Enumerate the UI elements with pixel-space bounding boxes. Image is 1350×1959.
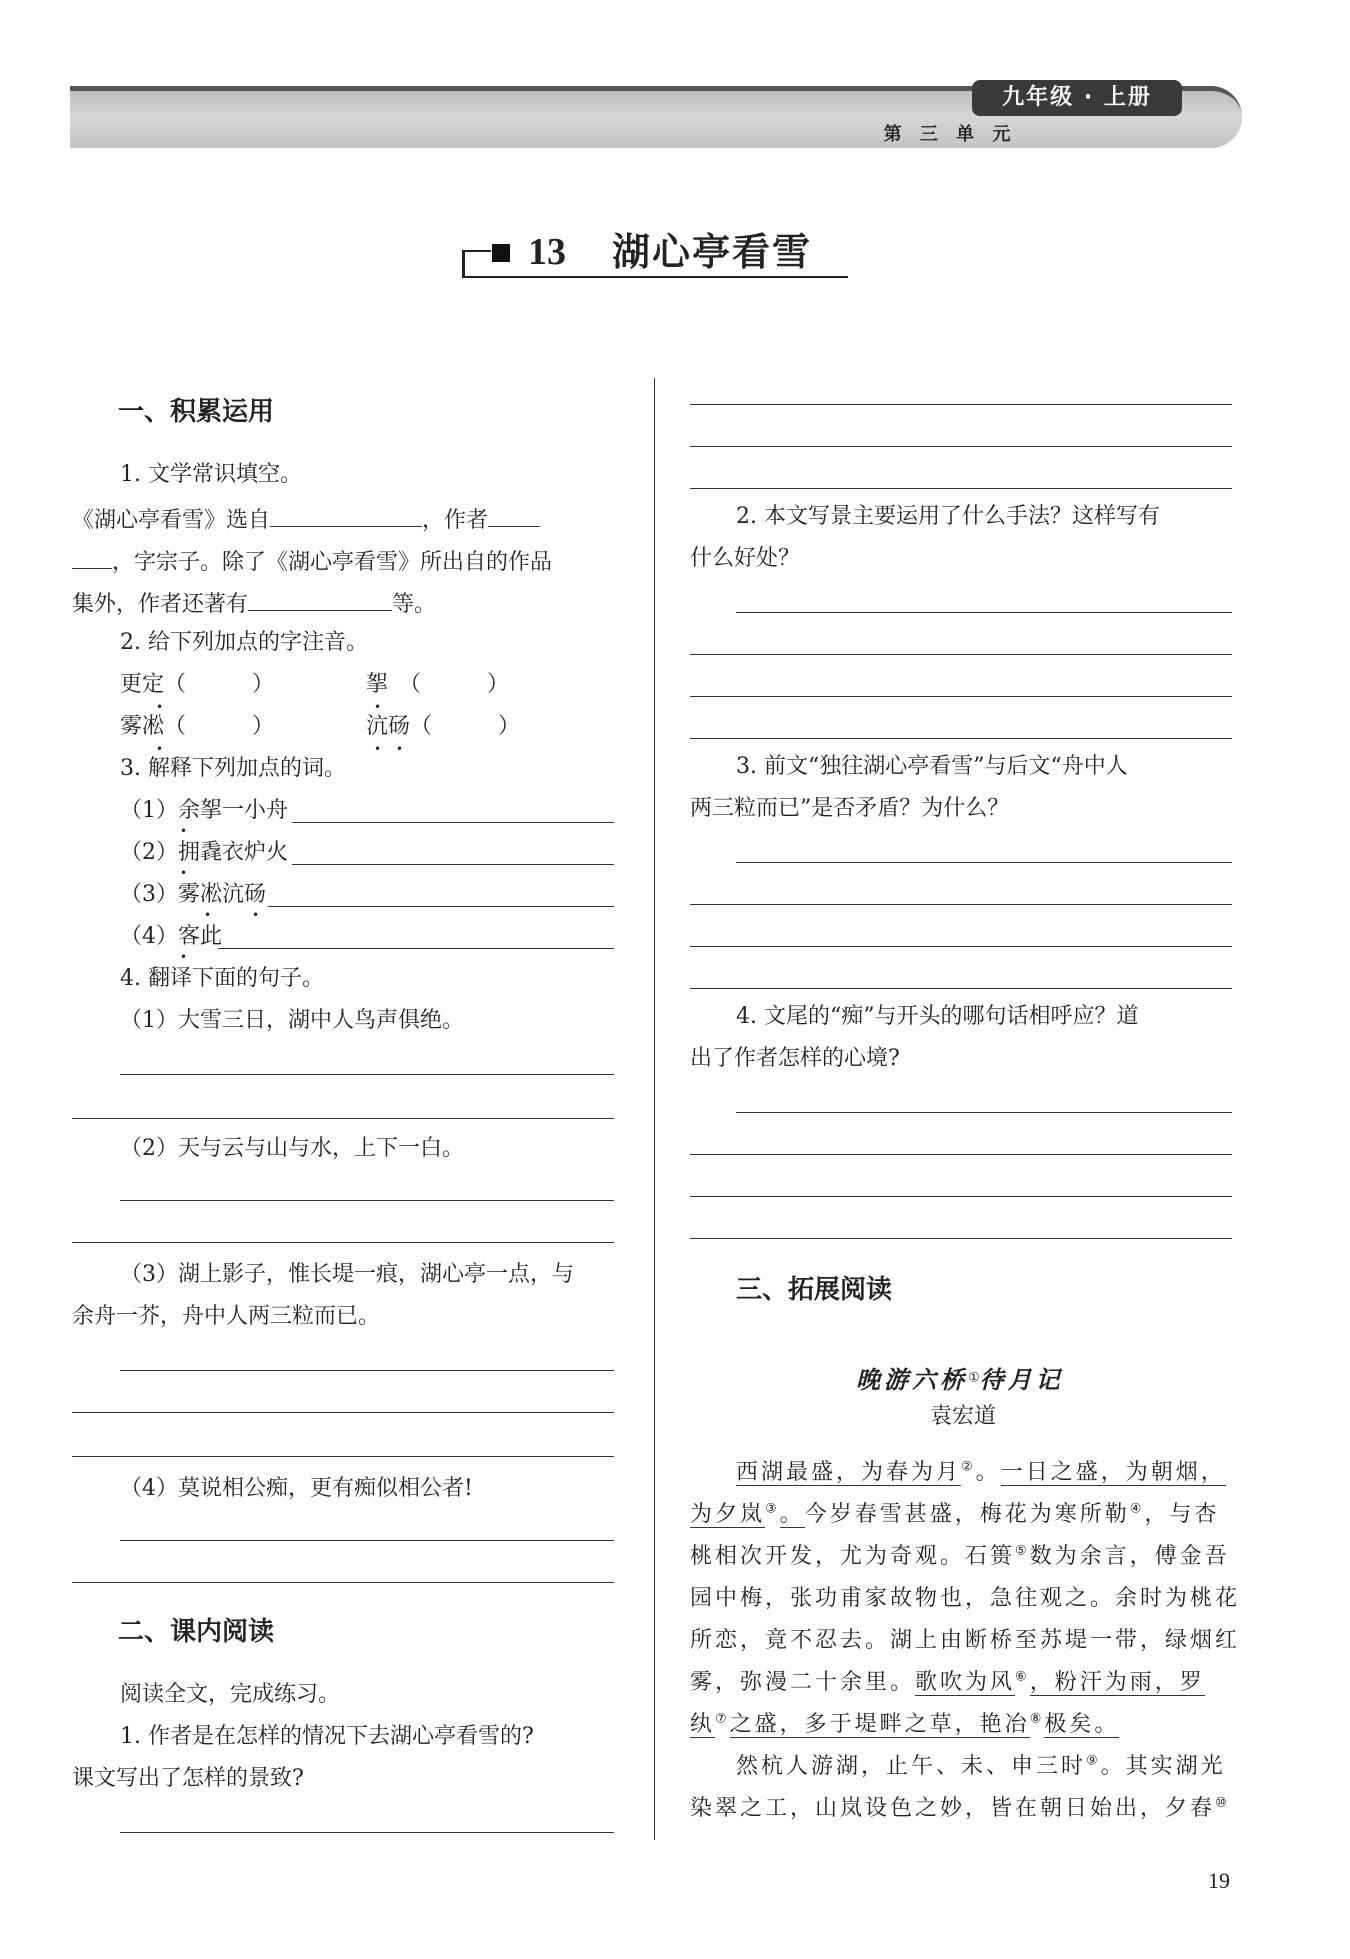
definition-item-2: （2）拥毳衣炉火: [120, 840, 288, 865]
answer-line[interactable]: [120, 1074, 614, 1075]
translation-sentence-3b: 余舟一芥，舟中人两三粒而已。: [72, 1304, 381, 1329]
answer-line[interactable]: [690, 738, 1232, 739]
translation-sentence-2: （2）天与云与山与水，上下一白。: [120, 1136, 464, 1161]
grade-label: 九年级 · 上册: [972, 80, 1182, 116]
answer-line[interactable]: [120, 1200, 614, 1201]
passage-line-4: 园中梅，张功甫家故物也，急往观之。余时为桃花: [690, 1586, 1241, 1611]
answer-line[interactable]: [72, 1412, 614, 1413]
answer-line[interactable]: [690, 1238, 1232, 1239]
translation-sentence-1: （1）大雪三日，湖中人鸟声俱绝。: [120, 1008, 464, 1033]
question-3-label: 3. 解释下列加点的词。: [120, 756, 346, 781]
answer-line[interactable]: [690, 1154, 1232, 1155]
answer-line[interactable]: [292, 864, 614, 865]
answer-line[interactable]: [736, 612, 1232, 613]
passage-line-6: 雾，弥漫二十余里。歌吹为风⑥，粉汗为雨，罗: [690, 1669, 1205, 1695]
answer-blank[interactable]: [270, 502, 422, 527]
question-4-label: 4. 翻译下面的句子。: [120, 966, 324, 991]
emphasis-dot: •: [396, 742, 404, 756]
passage-line-8: 然杭人游湖，止午、未、申三时⑨。其实湖光: [736, 1753, 1226, 1779]
answer-line[interactable]: [690, 488, 1232, 489]
answer-line[interactable]: [72, 1582, 614, 1583]
emphasis-dot: •: [180, 866, 188, 880]
emphasis-dot: •: [156, 700, 164, 714]
column-divider: [654, 378, 655, 1840]
reading-instruction: 阅读全文，完成练习。: [120, 1682, 341, 1707]
question-1-line-2: ，字宗子。除了《湖心亭看雪》所出自的作品: [72, 544, 552, 578]
emphasis-dot: •: [374, 742, 382, 756]
answer-line[interactable]: [736, 862, 1232, 863]
question-1-line-3: 集外，作者还著有 等。: [72, 586, 436, 620]
reading-question-1b: 课文写出了怎样的景致?: [72, 1766, 304, 1791]
reading-question-2b: 什么好处？: [690, 546, 801, 571]
definition-item-4: （4）客此: [120, 924, 222, 949]
question-1-line-1: 《湖心亭看雪》选自 ，作者: [72, 502, 540, 536]
pinyin-item-hangdang: 沆砀（ ）: [366, 714, 521, 739]
unit-label: 第 三 单 元: [883, 124, 1017, 145]
question-2-label: 2. 给下列加点的字注音。: [120, 630, 368, 655]
answer-line[interactable]: [292, 822, 614, 823]
passage-title: 晚游六桥①待月记: [856, 1365, 1064, 1394]
reading-question-3b: 两三粒而已”是否矛盾？为什么？: [690, 796, 1010, 821]
answer-line[interactable]: [72, 1456, 614, 1457]
question-1-label: 1. 文学常识填空。: [120, 462, 302, 487]
answer-line[interactable]: [690, 904, 1232, 905]
answer-line[interactable]: [690, 946, 1232, 947]
reading-question-4a: 4. 文尾的“痴”与开头的哪句话相呼应？道: [736, 1004, 1139, 1029]
answer-line[interactable]: [268, 906, 614, 907]
emphasis-dot: •: [252, 908, 260, 922]
answer-line[interactable]: [120, 1540, 614, 1541]
passage-line-2: 为夕岚③。今岁春雪甚盛，梅花为寒所勒④，与杏: [690, 1501, 1220, 1527]
answer-line[interactable]: [690, 696, 1232, 697]
passage-line-5: 所恋，竟不忍去。湖上由断桥至苏堤一带，绿烟红: [690, 1628, 1241, 1653]
passage-line-1: 西湖最盛，为春为月②。一日之盛，为朝烟，: [736, 1459, 1226, 1485]
answer-blank[interactable]: [248, 586, 392, 611]
answer-blank[interactable]: [72, 544, 112, 569]
lesson-title-block: [462, 228, 850, 282]
emphasis-dot: •: [374, 700, 382, 714]
answer-line[interactable]: [690, 404, 1232, 405]
reading-question-4b: 出了作者怎样的心境?: [690, 1046, 900, 1071]
definition-item-1: （1）余挐一小舟: [120, 798, 288, 823]
emphasis-dot: •: [204, 908, 212, 922]
passage-author: 袁宏道: [930, 1404, 997, 1429]
page-number: 19: [1208, 1868, 1230, 1893]
answer-line[interactable]: [120, 1370, 614, 1371]
answer-line[interactable]: [690, 1196, 1232, 1197]
lesson-title: 湖心亭看雪: [612, 229, 813, 274]
reading-question-1a: 1. 作者是在怎样的情况下去湖心亭看雪的?: [120, 1724, 534, 1749]
passage-line-7: 纨⑦之盛，多于堤畔之草，艳冶⑧极矣。: [690, 1711, 1120, 1737]
pinyin-item-na: 挐 （ ）: [366, 672, 510, 697]
section-heading-accumulation: 一、积累运用: [118, 397, 275, 427]
pinyin-item-gengding: 更定（ ）: [120, 672, 275, 697]
definition-item-3: （3）雾凇沆砀: [120, 882, 266, 907]
reading-question-2a: 2. 本文写景主要运用了什么手法？这样写有: [736, 504, 1160, 529]
translation-sentence-4: （4）莫说相公痴，更有痴似相公者!: [120, 1476, 473, 1501]
pinyin-item-wusong: 雾凇（ ）: [120, 714, 275, 739]
answer-line[interactable]: [690, 654, 1232, 655]
translation-sentence-3a: （3）湖上影子，惟长堤一痕，湖心亭一点，与: [120, 1262, 574, 1287]
answer-line[interactable]: [690, 988, 1232, 989]
emphasis-dot: •: [180, 824, 188, 838]
passage-line-3: 桃相次开发，尤为奇观。石篑⑤数为余言，傅金吾: [690, 1543, 1230, 1569]
passage-line-9: 染翠之工，山岚设色之妙，皆在朝日始出，夕舂⑩: [690, 1795, 1230, 1821]
section-heading-in-class-reading: 二、课内阅读: [118, 1617, 275, 1647]
answer-line[interactable]: [72, 1242, 614, 1243]
emphasis-dot: •: [180, 950, 188, 964]
reading-question-3a: 3. 前文“独往湖心亭看雪”与后文“舟中人: [736, 754, 1128, 779]
square-bullet-icon: [492, 244, 510, 262]
lesson-number: 13: [528, 231, 566, 273]
answer-line[interactable]: [120, 1832, 614, 1833]
answer-line[interactable]: [72, 1118, 614, 1119]
answer-line[interactable]: [218, 948, 614, 949]
answer-blank[interactable]: [488, 502, 540, 527]
answer-line[interactable]: [736, 1112, 1232, 1113]
emphasis-dot: •: [156, 742, 164, 756]
section-heading-extended-reading: 三、拓展阅读: [736, 1275, 893, 1305]
answer-line[interactable]: [690, 446, 1232, 447]
